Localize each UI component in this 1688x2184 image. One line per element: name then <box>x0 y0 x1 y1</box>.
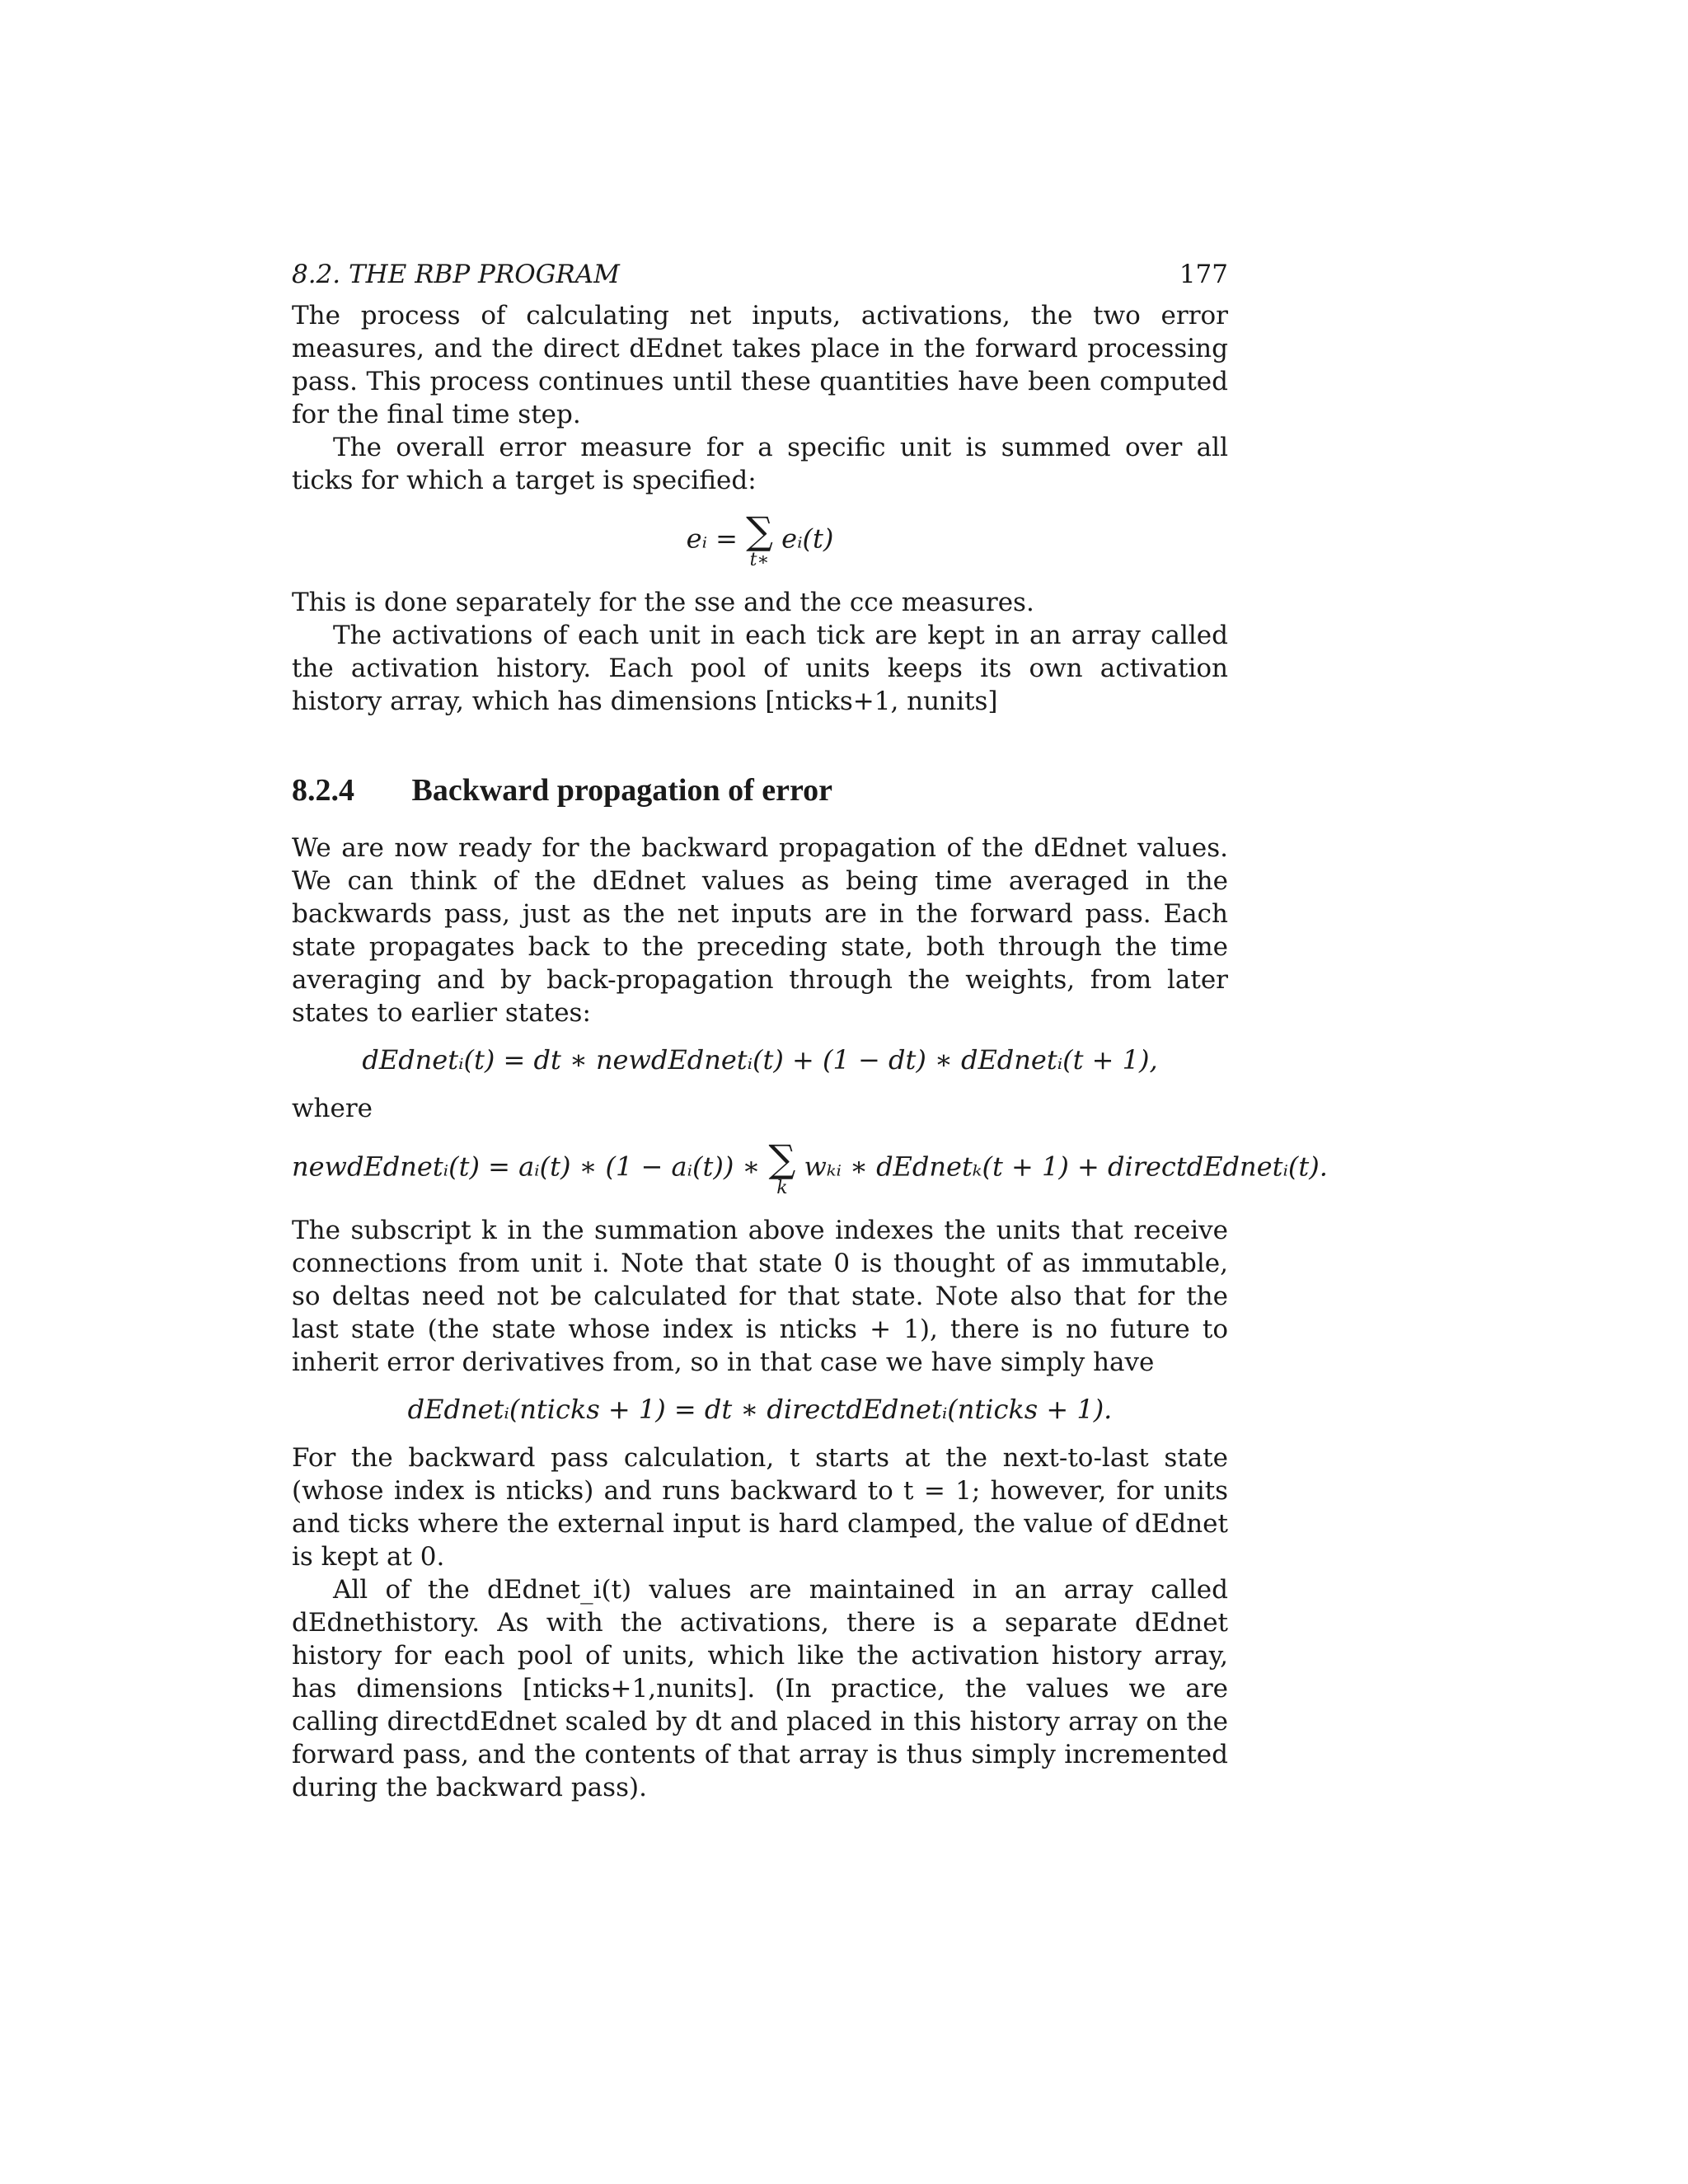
equation-newdednet <box>292 1137 1328 1198</box>
summation <box>768 1137 796 1198</box>
summation-symbol: ∑ <box>746 509 773 553</box>
section-running-title: 8.2. THE RBP PROGRAM <box>292 260 620 289</box>
equation-lhs: newdEdnetᵢ(t) = aᵢ(t) ∗ (1 − aᵢ(t)) ∗ <box>292 1151 761 1183</box>
paragraph-activation-history: The activations of each unit in each tick are kept in an array called the activation history. Each pool of units keeps its own activation history array, which has dimensions [nticks+1, nunits] <box>292 621 1228 716</box>
paragraph-forward-pass: The process of calculating net inputs, activations, the two error measures, and the direct dEdnet takes place in the forward processing pass. This process continues until these quantities have been computed for the final time step. <box>292 301 1228 429</box>
paragraph-backward-calc: For the backward pass calculation, t starts at the next-to-last state (whose index is nticks) and runs backward to t = 1; however, for units and ticks where the external input is hard clamped, the value of dEdnet is kept at 0. <box>292 1443 1228 1572</box>
section-heading <box>292 772 1228 808</box>
equation-rhs: wₖᵢ ∗ dEdnetₖ(t + 1) + directdEdnetᵢ(t). <box>804 1151 1328 1183</box>
where-label: where <box>292 1094 373 1123</box>
summation-subscript: t∗ <box>749 550 770 570</box>
equation-error-sum <box>292 509 1228 570</box>
summation-subscript: k <box>776 1178 788 1198</box>
equation-rhs: eᵢ(t) <box>781 523 834 555</box>
summation-symbol: ∑ <box>768 1137 796 1181</box>
equation-lhs: eᵢ = <box>686 523 738 555</box>
paragraph-subscript-k: The subscript k in the summation above indexes the units that receive connections from unit i. Note that state 0 is thought of as immutable, so deltas need not be calculated for that state. Note also that for the last state (the state whose index is nticks + 1), there is no future to inherit error derivatives from, so in that case we have simply have <box>292 1216 1228 1377</box>
summation <box>746 509 773 570</box>
paragraph-backward-intro: We are now ready for the backward propagation of the dEdnet values. We can think of the dEdnet values as being time averaged in the backwards pass, just as the net inputs are in the forward pass. Each state propagates back to the preceding state, both through the time averaging and by back-propagation through the weights, from later states to earlier states: <box>292 833 1228 1028</box>
running-header <box>292 260 1228 299</box>
section-title: Backward propagation of error <box>411 773 833 808</box>
paragraph-sse-cce: This is done separately for the sse and the cce measures. <box>292 588 1034 617</box>
paragraph-dednet-history: All of the dEdnet_i(t) values are maintained in an array called dEdnethistory. As with the activations, there is a separate dEdnet history for each pool of units, which like the activation history array, has dimensions [nticks+1,nunits]. (In practice, the values we are calling directdEdnet scaled by dt and placed in this history array on the forward pass, and the contents of that array is thus simply incremented during the backward pass). <box>292 1575 1228 1802</box>
equation-dednet: dEdnetᵢ(t) = dt ∗ newdEdnetᵢ(t) + (1 − dt) ∗ dEdnetᵢ(t + 1), <box>362 1044 1158 1076</box>
page-number: 177 <box>1179 260 1228 289</box>
section-number: 8.2.4 <box>292 773 354 808</box>
document-page <box>292 260 1328 1804</box>
paragraph-overall-error: The overall error measure for a specific unit is summed over all ticks for which a target is specified: <box>292 433 1228 495</box>
equation-last-state: dEdnetᵢ(nticks + 1) = dt ∗ directdEdnetᵢ(nticks + 1). <box>407 1394 1113 1425</box>
